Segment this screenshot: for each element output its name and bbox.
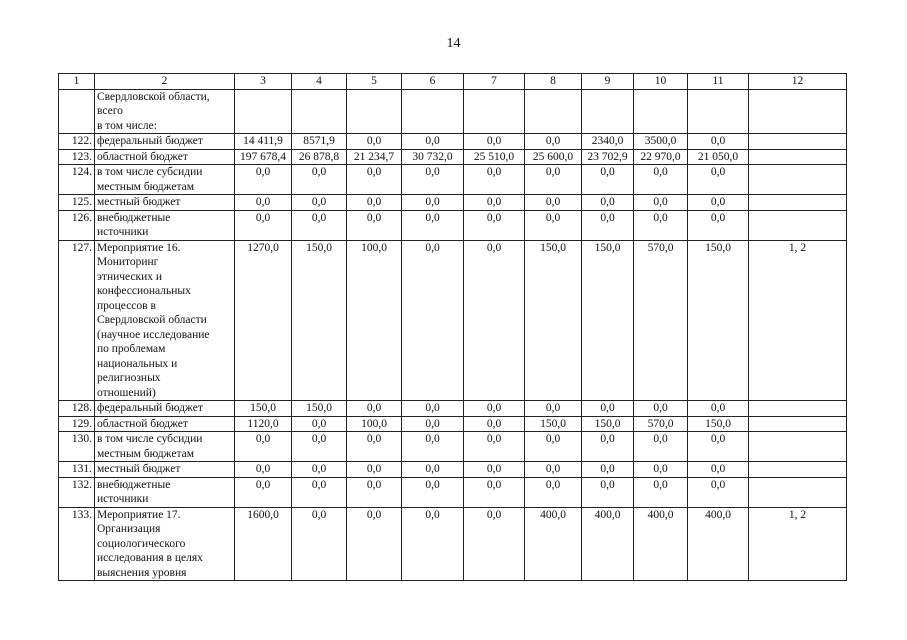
value-cell: 570,0	[634, 240, 688, 401]
value-cell: 0,0	[464, 477, 525, 507]
row-number-cell: 131.	[59, 462, 95, 478]
value-cell: 23 702,9	[582, 149, 634, 165]
page-number: 14	[446, 36, 461, 51]
value-cell: 0,0	[347, 507, 402, 581]
target-indicator-cell: 1, 2	[749, 240, 847, 401]
row-number-cell: 122.	[59, 134, 95, 150]
value-cell: 0,0	[525, 195, 582, 211]
value-cell: 400,0	[634, 507, 688, 581]
value-cell: 0,0	[292, 210, 347, 240]
table-row	[59, 507, 847, 581]
target-indicator-cell	[749, 165, 847, 195]
value-cell: 0,0	[688, 432, 749, 462]
value-cell: 0,0	[347, 195, 402, 211]
value-cell: 0,0	[582, 165, 634, 195]
value-cell: 0,0	[464, 195, 525, 211]
target-indicator-cell	[749, 432, 847, 462]
target-indicator-cell	[749, 195, 847, 211]
table-row	[59, 134, 847, 150]
column-number-cell: 2	[95, 74, 235, 90]
value-cell: 0,0	[402, 416, 464, 432]
value-cell: 0,0	[347, 165, 402, 195]
value-cell: 0,0	[347, 432, 402, 462]
item-name-cell: Свердловской области, всего в том числе:	[95, 89, 235, 134]
value-cell: 0,0	[525, 210, 582, 240]
value-cell: 0,0	[688, 477, 749, 507]
table-row	[59, 195, 847, 211]
value-cell: 0,0	[525, 477, 582, 507]
row-number-cell: 127.	[59, 240, 95, 401]
value-cell: 150,0	[292, 401, 347, 417]
column-number-cell: 3	[235, 74, 292, 90]
item-name-cell: внебюджетные источники	[95, 477, 235, 507]
value-cell: 0,0	[402, 462, 464, 478]
column-number-cell: 1	[59, 74, 95, 90]
table-row	[59, 477, 847, 507]
row-number-cell	[59, 89, 95, 134]
column-number-cell: 6	[402, 74, 464, 90]
table-row	[59, 462, 847, 478]
value-cell: 3500,0	[634, 134, 688, 150]
value-cell: 0,0	[582, 462, 634, 478]
value-cell: 0,0	[464, 416, 525, 432]
value-cell: 0,0	[235, 195, 292, 211]
value-cell: 0,0	[464, 507, 525, 581]
value-cell: 0,0	[235, 462, 292, 478]
value-cell: 0,0	[464, 134, 525, 150]
value-cell	[347, 89, 402, 134]
value-cell: 0,0	[402, 195, 464, 211]
value-cell: 0,0	[402, 432, 464, 462]
value-cell: 0,0	[402, 477, 464, 507]
value-cell: 150,0	[688, 240, 749, 401]
value-cell	[525, 89, 582, 134]
item-name-cell: в том числе субсидии местным бюджетам	[95, 165, 235, 195]
value-cell: 0,0	[292, 462, 347, 478]
value-cell: 0,0	[292, 477, 347, 507]
value-cell	[292, 89, 347, 134]
value-cell: 0,0	[402, 210, 464, 240]
row-number-cell: 132.	[59, 477, 95, 507]
item-name-cell: в том числе субсидии местным бюджетам	[95, 432, 235, 462]
row-number-cell: 129.	[59, 416, 95, 432]
item-name-cell: внебюджетные источники	[95, 210, 235, 240]
value-cell: 14 411,9	[235, 134, 292, 150]
target-indicator-cell	[749, 401, 847, 417]
value-cell: 0,0	[634, 195, 688, 211]
column-number-cell: 12	[749, 74, 847, 90]
value-cell: 1120,0	[235, 416, 292, 432]
column-number-cell: 7	[464, 74, 525, 90]
value-cell: 22 970,0	[634, 149, 688, 165]
item-name-cell: местный бюджет	[95, 195, 235, 211]
column-number-cell: 10	[634, 74, 688, 90]
value-cell: 100,0	[347, 416, 402, 432]
value-cell: 0,0	[634, 401, 688, 417]
value-cell	[634, 89, 688, 134]
row-number-cell: 124.	[59, 165, 95, 195]
value-cell: 0,0	[235, 210, 292, 240]
table-row	[59, 432, 847, 462]
column-number-cell: 4	[292, 74, 347, 90]
value-cell: 0,0	[292, 432, 347, 462]
value-cell: 0,0	[582, 210, 634, 240]
value-cell: 0,0	[292, 165, 347, 195]
value-cell: 0,0	[292, 416, 347, 432]
value-cell: 0,0	[292, 507, 347, 581]
value-cell: 30 732,0	[402, 149, 464, 165]
value-cell: 100,0	[347, 240, 402, 401]
value-cell: 0,0	[634, 462, 688, 478]
value-cell: 0,0	[347, 477, 402, 507]
value-cell	[688, 89, 749, 134]
value-cell: 150,0	[582, 416, 634, 432]
value-cell: 0,0	[688, 195, 749, 211]
value-cell: 0,0	[464, 401, 525, 417]
value-cell: 0,0	[688, 401, 749, 417]
value-cell: 0,0	[525, 401, 582, 417]
column-number-cell: 5	[347, 74, 402, 90]
target-indicator-cell	[749, 89, 847, 134]
value-cell: 1600,0	[235, 507, 292, 581]
value-cell: 0,0	[525, 134, 582, 150]
value-cell: 0,0	[402, 240, 464, 401]
value-cell: 0,0	[525, 165, 582, 195]
value-cell: 0,0	[582, 432, 634, 462]
budget-table	[58, 73, 847, 581]
column-number-row	[59, 74, 847, 90]
value-cell: 0,0	[582, 477, 634, 507]
value-cell: 570,0	[634, 416, 688, 432]
value-cell: 0,0	[582, 195, 634, 211]
value-cell: 2340,0	[582, 134, 634, 150]
item-name-cell: Мероприятие 16. Мониторинг этнических и конфессиональных процессов в Свердловской области (научное исследование по проблемам национальных и религиозных отношений)	[95, 240, 235, 401]
value-cell: 0,0	[235, 432, 292, 462]
value-cell: 197 678,4	[235, 149, 292, 165]
row-number-cell: 123.	[59, 149, 95, 165]
value-cell: 0,0	[634, 477, 688, 507]
value-cell: 400,0	[582, 507, 634, 581]
target-indicator-cell	[749, 149, 847, 165]
item-name-cell: федеральный бюджет	[95, 401, 235, 417]
row-number-cell: 125.	[59, 195, 95, 211]
value-cell: 21 234,7	[347, 149, 402, 165]
value-cell: 0,0	[402, 165, 464, 195]
value-cell: 0,0	[525, 462, 582, 478]
value-cell: 0,0	[402, 507, 464, 581]
value-cell: 21 050,0	[688, 149, 749, 165]
value-cell: 0,0	[464, 210, 525, 240]
value-cell: 0,0	[235, 477, 292, 507]
value-cell: 0,0	[688, 210, 749, 240]
value-cell: 0,0	[402, 401, 464, 417]
table-row	[59, 89, 847, 134]
table-row	[59, 210, 847, 240]
item-name-cell: федеральный бюджет	[95, 134, 235, 150]
target-indicator-cell	[749, 462, 847, 478]
value-cell: 150,0	[525, 240, 582, 401]
value-cell: 0,0	[582, 401, 634, 417]
value-cell	[582, 89, 634, 134]
value-cell: 0,0	[464, 462, 525, 478]
target-indicator-cell	[749, 477, 847, 507]
value-cell: 0,0	[688, 462, 749, 478]
column-number-cell: 8	[525, 74, 582, 90]
row-number-cell: 133.	[59, 507, 95, 581]
value-cell: 150,0	[525, 416, 582, 432]
item-name-cell: Мероприятие 17. Организация социологического исследования в целях выяснения уровня	[95, 507, 235, 581]
table-row	[59, 401, 847, 417]
table-row	[59, 416, 847, 432]
value-cell: 0,0	[634, 165, 688, 195]
value-cell: 150,0	[688, 416, 749, 432]
item-name-cell: областной бюджет	[95, 149, 235, 165]
value-cell: 0,0	[464, 240, 525, 401]
value-cell: 0,0	[292, 195, 347, 211]
target-indicator-cell: 1, 2	[749, 507, 847, 581]
value-cell: 0,0	[634, 210, 688, 240]
value-cell: 150,0	[235, 401, 292, 417]
row-number-cell: 130.	[59, 432, 95, 462]
value-cell: 0,0	[235, 165, 292, 195]
value-cell: 26 878,8	[292, 149, 347, 165]
value-cell	[402, 89, 464, 134]
target-indicator-cell	[749, 210, 847, 240]
value-cell: 0,0	[347, 462, 402, 478]
value-cell: 0,0	[464, 165, 525, 195]
value-cell: 150,0	[582, 240, 634, 401]
value-cell	[235, 89, 292, 134]
target-indicator-cell	[749, 134, 847, 150]
value-cell: 150,0	[292, 240, 347, 401]
item-name-cell: местный бюджет	[95, 462, 235, 478]
value-cell: 400,0	[688, 507, 749, 581]
item-name-cell: областной бюджет	[95, 416, 235, 432]
row-number-cell: 128.	[59, 401, 95, 417]
value-cell: 25 600,0	[525, 149, 582, 165]
value-cell: 0,0	[347, 210, 402, 240]
column-number-cell: 9	[582, 74, 634, 90]
value-cell	[464, 89, 525, 134]
value-cell: 0,0	[347, 401, 402, 417]
value-cell: 8571,9	[292, 134, 347, 150]
value-cell: 0,0	[688, 165, 749, 195]
value-cell: 1270,0	[235, 240, 292, 401]
column-number-cell: 11	[688, 74, 749, 90]
value-cell: 0,0	[634, 432, 688, 462]
value-cell: 0,0	[464, 432, 525, 462]
value-cell: 0,0	[525, 432, 582, 462]
value-cell: 400,0	[525, 507, 582, 581]
table-row	[59, 165, 847, 195]
value-cell: 0,0	[402, 134, 464, 150]
row-number-cell: 126.	[59, 210, 95, 240]
table-row	[59, 240, 847, 401]
target-indicator-cell	[749, 416, 847, 432]
value-cell: 0,0	[688, 134, 749, 150]
value-cell: 0,0	[347, 134, 402, 150]
value-cell: 25 510,0	[464, 149, 525, 165]
table-row	[59, 149, 847, 165]
